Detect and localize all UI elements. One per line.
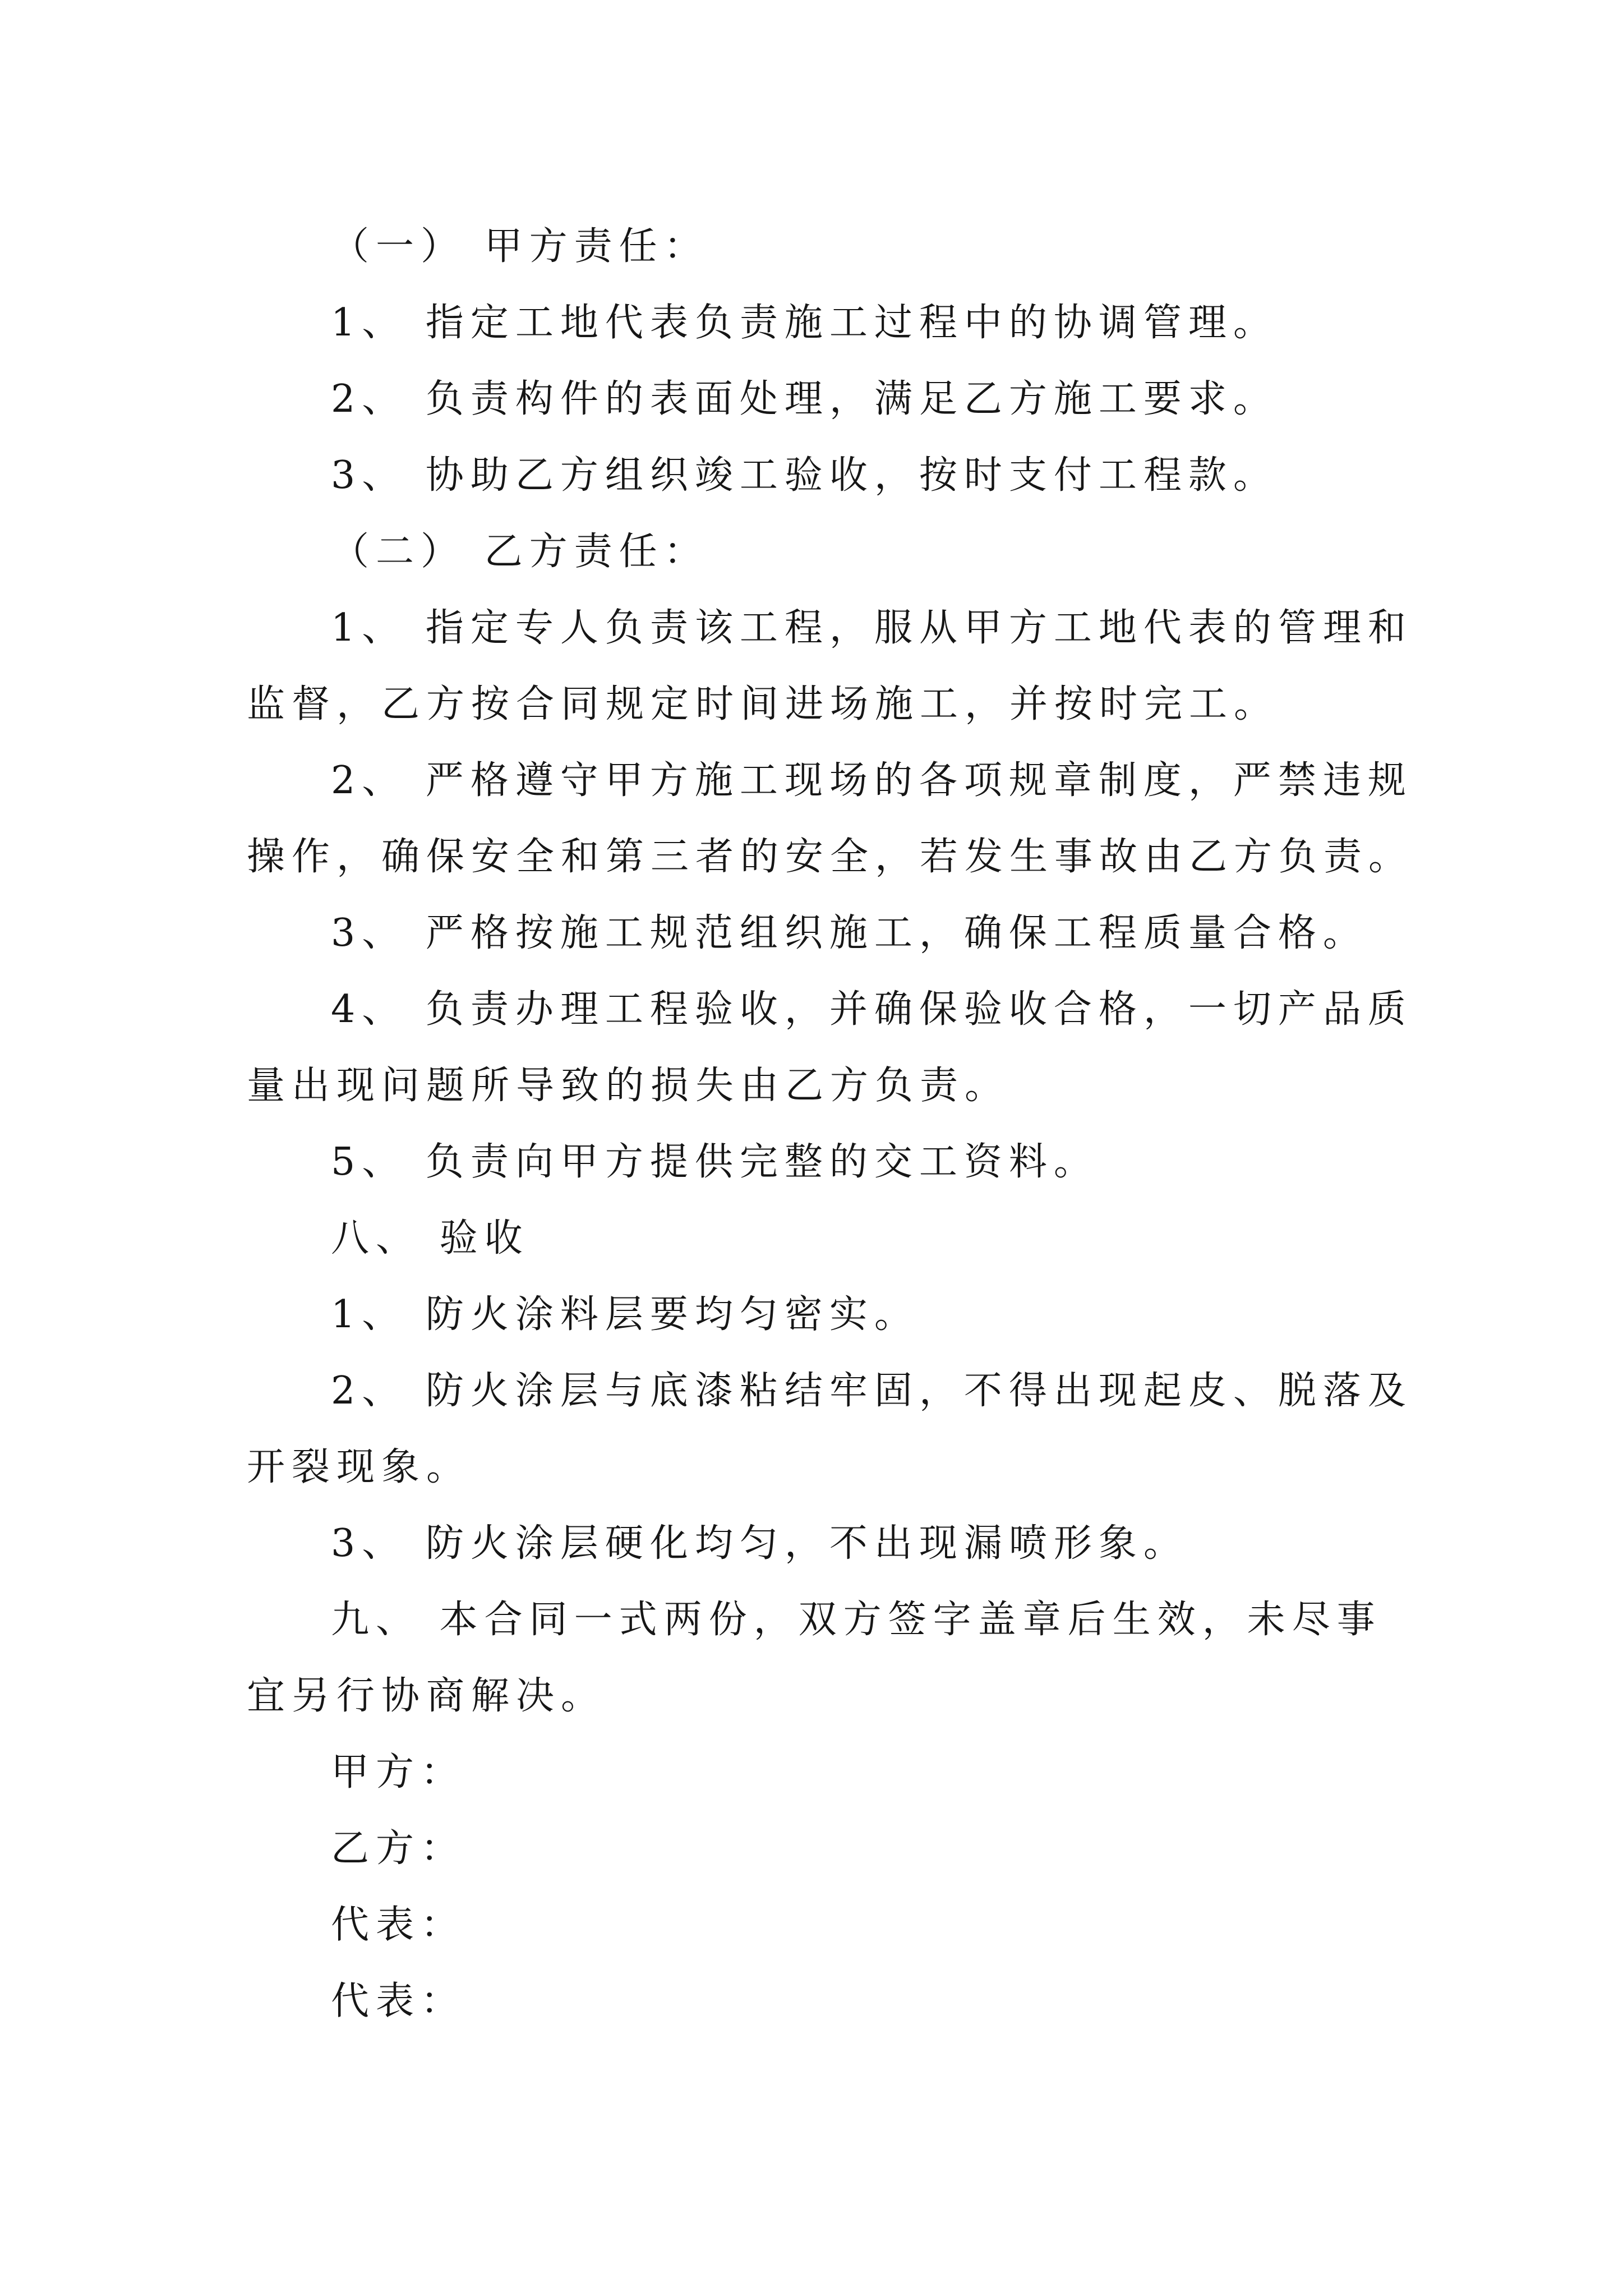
signature-representative-2: 代表： [331, 1979, 466, 2023]
contract-clause-9-line-2: 宜另行协商解决。 [247, 1674, 606, 1718]
party-b-responsibility-heading: （二） 乙方责任： [331, 530, 709, 574]
party-b-item-5: 5、 负责向甲方提供完整的交工资料。 [331, 1140, 1099, 1184]
party-b-item-1-line-1: 1、 指定专人负责该工程，服从甲方工地代表的管理和 [331, 606, 1413, 650]
contract-clause-9-line-1: 九、 本合同一式两份，双方签字盖章后生效，未尽事 [331, 1598, 1382, 1642]
signature-party-b: 乙方： [331, 1826, 466, 1871]
party-b-item-1-line-2: 监督，乙方按合同规定时间进场施工，并按时完工。 [247, 682, 1279, 726]
signature-representative-1: 代表： [331, 1903, 466, 1947]
acceptance-item-2-line-2: 开裂现象。 [247, 1445, 472, 1489]
party-b-item-2-line-2: 操作，确保安全和第三者的安全，若发生事故由乙方负责。 [247, 835, 1414, 879]
document-body [247, 209, 1414, 2040]
signature-party-a: 甲方： [331, 1750, 466, 1795]
party-b-item-2-line-1: 2、 严格遵守甲方施工现场的各项规章制度，严禁违规 [331, 758, 1413, 803]
party-a-item-1: 1、 指定工地代表负责施工过程中的协调管理。 [331, 301, 1278, 345]
party-b-item-3: 3、 严格按施工规范组织施工，确保工程质量合格。 [331, 911, 1368, 955]
party-b-item-4-line-2: 量出现问题所导致的损失由乙方负责。 [247, 1064, 1010, 1108]
acceptance-item-1: 1、 防火涂料层要均匀密实。 [331, 1292, 919, 1337]
party-a-item-2: 2、 负责构件的表面处理，满足乙方施工要求。 [331, 377, 1278, 421]
acceptance-heading: 八、 验收 [331, 1216, 529, 1260]
acceptance-item-2-line-1: 2、 防火涂层与底漆粘结牢固，不得出现起皮、脱落及 [331, 1369, 1413, 1413]
party-b-item-4-line-1: 4、 负责办理工程验收，并确保验收合格，一切产品质 [331, 987, 1413, 1032]
acceptance-item-3: 3、 防火涂层硬化均匀，不出现漏喷形象。 [331, 1521, 1188, 1566]
party-a-item-3: 3、 协助乙方组织竣工验收，按时支付工程款。 [331, 453, 1278, 498]
party-a-responsibility-heading: （一） 甲方责任： [331, 224, 709, 269]
